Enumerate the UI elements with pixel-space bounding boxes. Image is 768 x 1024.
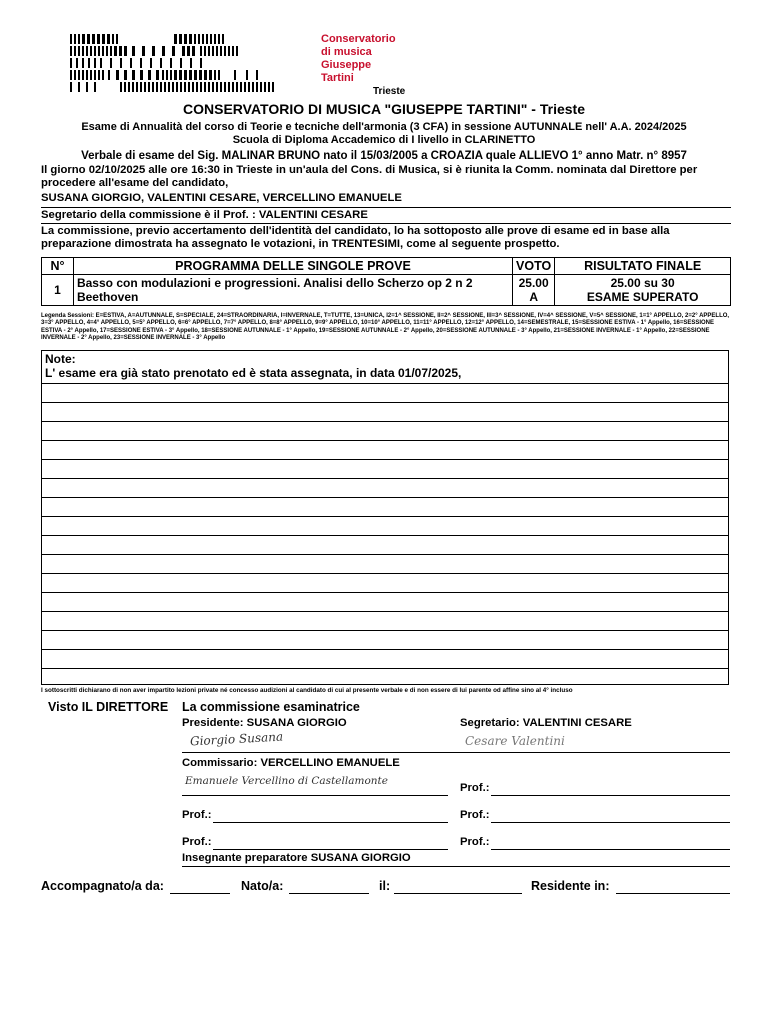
signature-line bbox=[491, 822, 730, 823]
signature-line bbox=[213, 849, 448, 850]
logo-line: Conservatorio bbox=[321, 33, 396, 45]
logo-line: di musica bbox=[321, 46, 372, 58]
prof-label: Prof.: bbox=[182, 809, 212, 821]
prof-label: Prof.: bbox=[460, 782, 490, 794]
row-vote bbox=[513, 275, 555, 306]
intro-paragraph: Il giorno 02/10/2025 alle ore 16:30 in Trieste in un'aula del Cons. di Musica, si è riunita la Comm. nominata dal Direttore per procedere all'esame del candidato, bbox=[41, 164, 698, 189]
table-row bbox=[42, 275, 731, 306]
row-result bbox=[555, 275, 731, 306]
row-number: 1 bbox=[42, 275, 74, 306]
president-label: Presidente: SUSANA GIORGIO bbox=[182, 717, 347, 729]
prof-label: Prof.: bbox=[460, 836, 490, 848]
secretary-signature: Cesare Valentini bbox=[465, 734, 565, 748]
divider bbox=[41, 223, 731, 224]
note-line bbox=[42, 611, 728, 628]
notes-label: Note: bbox=[45, 352, 76, 366]
notes-box bbox=[41, 350, 729, 685]
note-line bbox=[42, 630, 728, 647]
table-header-row bbox=[42, 258, 731, 275]
note-line bbox=[42, 402, 728, 419]
program-table bbox=[41, 257, 731, 306]
field-line bbox=[394, 893, 522, 894]
col-vote-header: VOTO bbox=[513, 258, 555, 275]
signature-line bbox=[491, 849, 730, 850]
row-program: Basso con modulazioni e progressioni. Analisi dello Scherzo op 2 n 2 Beethoven bbox=[73, 275, 512, 306]
document-title: CONSERVATORIO DI MUSICA "GIUSEPPE TARTINI" - Trieste bbox=[183, 101, 585, 117]
col-result-header: RISULTATO FINALE bbox=[555, 258, 731, 275]
field-line bbox=[616, 893, 730, 894]
note-line bbox=[42, 478, 728, 495]
signature-line bbox=[182, 795, 448, 796]
birth-date-label: il: bbox=[379, 879, 391, 893]
logo-line: Giuseppe bbox=[321, 59, 372, 71]
secretary-line: Segretario della commissione è il Prof. : VALENTINI CESARE bbox=[41, 209, 368, 221]
note-line bbox=[42, 649, 728, 666]
secretary-signature-label: Segretario: VALENTINI CESARE bbox=[460, 717, 632, 729]
col-program-header: PROGRAMMA DELLE SINGOLE PROVE bbox=[73, 258, 512, 275]
signature-line bbox=[182, 866, 730, 867]
verbale-line: Verbale di esame del Sig. MALINAR BRUNO nato il 15/03/2005 a CROAZIA quale ALLIEVO 1° anno Matr. n° 8957 bbox=[81, 150, 687, 162]
row-result-score: 25.00 su 30 bbox=[610, 276, 675, 290]
field-line bbox=[170, 893, 230, 894]
school-line: Scuola di Diploma Accademico di I livello in CLARINETTO bbox=[232, 134, 536, 146]
conservatory-logo-mark bbox=[70, 34, 310, 94]
note-line bbox=[42, 592, 728, 609]
field-line bbox=[289, 893, 369, 894]
note-line bbox=[42, 421, 728, 438]
note-line bbox=[42, 573, 728, 590]
sessions-legend: Legenda Sessioni: E=ESTIVA, A=AUTUNNALE, S=SPECIALE, 24=STRAORDINARIA, I=INVERNALE, T=TUTTE, 13=UNICA, I2=1^ SESSIONE, II=2^ SESSIONE, III=3^ SESSIONE, IV=4^ SESSIONE, V=5^ SESSIONE, 1=1° APPELLO, 2=2° APPELLO, 3=3° APPELLO, 4=4° APPELLO, 5=5° APPELLO, 6=6° APPELLO, 7=7° APPELLO, 8=8° APPELLO, 9=9° APPELLO, 10=10° APPELLO, 11=11° APPELLO, 12=12° APPELLO, 14=SEMESTRALE, 15=SESSIONE ESTIVA - 1° Appello, 16=SESSIONE ESTIVA - 2° Appello, 17=SESSIONE ESTIVA - 3° Appello, 18=SESSIONE AUTUNNALE - 1° Appello, 19=SESSIONE AUTUNNALE - 2° Appello, 20=SESSIONE AUTUNNALE - 3° Appello, 21=SESSIONE INVERNALE - 1° Appello, 22=SESSIONE INVERNALE - 2° Appello, 23=SESSIONE INVERNALE - 3° Appello bbox=[41, 313, 730, 342]
prof-label: Prof.: bbox=[460, 809, 490, 821]
commission-title: La commissione esaminatrice bbox=[182, 700, 360, 714]
note-line bbox=[42, 459, 728, 476]
col-number-header: N° bbox=[42, 258, 74, 275]
notes-text: L' esame era già stato prenotato ed è stata assegnata, in data 01/07/2025, bbox=[45, 366, 462, 380]
note-line bbox=[42, 383, 728, 400]
note-line bbox=[42, 554, 728, 571]
row-vote-session: A bbox=[529, 290, 538, 304]
divider bbox=[41, 207, 731, 208]
logo-wordmark bbox=[321, 33, 396, 85]
row-result-outcome: ESAME SUPERATO bbox=[586, 290, 699, 304]
logo-line: Tartini bbox=[321, 72, 354, 84]
note-line bbox=[42, 516, 728, 533]
logo-city: Trieste bbox=[373, 86, 406, 97]
note-line bbox=[42, 440, 728, 457]
assessment-paragraph: La commissione, previo accertamento dell'identità del candidato, lo ha sottoposto alle prove di esame ed in base alla preparazione dimostrata ha assegnato le votazioni, in TRENTESIMI, come al seguente prospetto. bbox=[41, 225, 670, 250]
director-label: Visto IL DIRETTORE bbox=[48, 700, 169, 714]
president-signature: Giorgio Susana bbox=[189, 729, 284, 749]
prof-label: Prof.: bbox=[182, 836, 212, 848]
resident-label: Residente in: bbox=[531, 879, 610, 893]
born-label: Nato/a: bbox=[241, 879, 284, 893]
note-line bbox=[42, 497, 728, 514]
commissioner-signature: Emanuele Vercellino di Castellamonte bbox=[185, 775, 388, 787]
note-line bbox=[42, 668, 728, 685]
accompanied-label: Accompagnato/a da: bbox=[41, 879, 164, 893]
signature-line bbox=[491, 795, 730, 796]
declaration: I sottoscritti dichiarano di non aver impartito lezioni private né concesso audizioni al candidato di cui al presente verbale e di non essere di lui parente od affine sino al 4° incluso bbox=[41, 687, 573, 694]
row-vote-value: 25.00 bbox=[518, 276, 549, 290]
exam-line: Esame di Annualità del corso di Teorie e tecniche dell'armonia (3 CFA) in sessione AUTUNNALE nell' A.A. 2024/2025 bbox=[81, 121, 687, 133]
teacher-label: Insegnante preparatore SUSANA GIORGIO bbox=[182, 852, 411, 864]
signature-line bbox=[213, 822, 448, 823]
note-line bbox=[42, 535, 728, 552]
signature-line bbox=[182, 752, 730, 753]
commission-members: SUSANA GIORGIO, VALENTINI CESARE, VERCELLINO EMANUELE bbox=[41, 192, 402, 204]
commissioner-label: Commissario: VERCELLINO EMANUELE bbox=[182, 757, 400, 769]
